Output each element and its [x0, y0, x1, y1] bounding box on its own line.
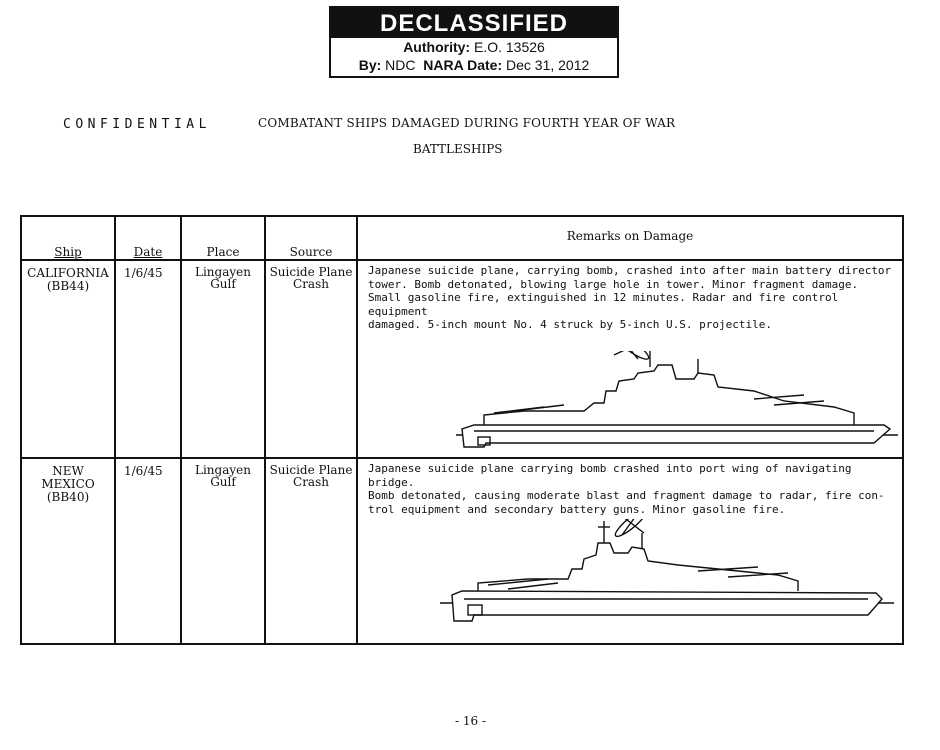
stamp-title: DECLASSIFIED	[331, 8, 617, 38]
ship-name: MEXICO	[41, 477, 95, 491]
ship-cell	[21, 458, 115, 644]
place-line: Lingayen	[195, 265, 251, 279]
place-line: Gulf	[210, 277, 236, 291]
column-header-place: Place	[181, 216, 265, 260]
declassified-stamp	[329, 6, 619, 78]
battleship-california-illustration	[454, 351, 904, 451]
remarks-line: Japanese suicide plane carrying bomb crashed into port wing of navigating bridge.	[368, 462, 852, 489]
remarks-line: Small gasoline fire, extinguished in 12 minutes. Radar and fire control equipment	[368, 291, 839, 318]
remarks-line: tower. Bomb detonated, blowing large hole in tower. Minor fragment damage.	[368, 277, 859, 291]
suicide-plane-icon	[612, 519, 649, 540]
page-subtitle: BATTLESHIPS	[413, 142, 503, 156]
ship-name: NEW	[52, 464, 84, 478]
table-row	[21, 458, 903, 644]
ship-hull: (BB44)	[46, 279, 90, 293]
source-line: Suicide Plane	[269, 265, 353, 279]
remarks-cell	[357, 458, 903, 644]
date-cell: 1/6/45	[115, 260, 181, 458]
source-cell	[265, 260, 357, 458]
ship-hull: (BB40)	[46, 490, 90, 504]
date-cell: 1/6/45	[115, 458, 181, 644]
remarks-line: Bomb detonated, causing moderate blast and fragment damage to radar, fire con-	[368, 489, 885, 502]
remarks-line: damaged. 5-inch mount No. 4 struck by 5-inch U.S. projectile.	[368, 318, 772, 331]
remarks-line: trol equipment and secondary battery guns. Minor gasoline fire.	[368, 502, 786, 516]
stamp-authority	[331, 38, 617, 56]
remarks-line: Japanese suicide plane, carrying bomb, crashed into after main battery director	[368, 264, 892, 277]
place-line: Lingayen	[195, 463, 251, 477]
stamp-authority-label: Authority:	[403, 39, 471, 55]
page-number: - 16 -	[455, 714, 487, 728]
place-line: Gulf	[210, 475, 236, 489]
table-row	[21, 260, 903, 458]
column-header-ship: Ship	[21, 216, 115, 260]
column-header-date: Date	[115, 216, 181, 260]
stamp-date-label: NARA Date:	[423, 57, 503, 73]
source-line: Crash	[293, 277, 329, 291]
place-cell	[181, 260, 265, 458]
damage-table	[20, 215, 904, 645]
source-line: Suicide Plane	[269, 463, 353, 477]
source-line: Crash	[293, 475, 329, 489]
battleship-new-mexico-illustration	[438, 519, 898, 629]
stamp-date-value: Dec 31, 2012	[506, 57, 590, 73]
suicide-plane-icon	[613, 351, 652, 363]
place-cell	[181, 458, 265, 644]
stamp-by-value: NDC	[385, 57, 416, 73]
classification-label: CONFIDENTIAL	[63, 117, 211, 132]
remarks-cell	[357, 260, 903, 458]
page-title: COMBATANT SHIPS DAMAGED DURING FOURTH YEAR OF WAR	[258, 116, 676, 130]
stamp-by-date	[331, 56, 617, 74]
table-header-row	[21, 216, 903, 260]
column-header-remarks: Remarks on Damage	[357, 216, 903, 260]
ship-name: CALIFORNIA	[27, 266, 109, 280]
source-cell	[265, 458, 357, 644]
column-header-source: Source	[265, 216, 357, 260]
ship-cell	[21, 260, 115, 458]
stamp-by-label: By:	[358, 57, 382, 73]
stamp-authority-value: E.O. 13526	[473, 39, 545, 55]
